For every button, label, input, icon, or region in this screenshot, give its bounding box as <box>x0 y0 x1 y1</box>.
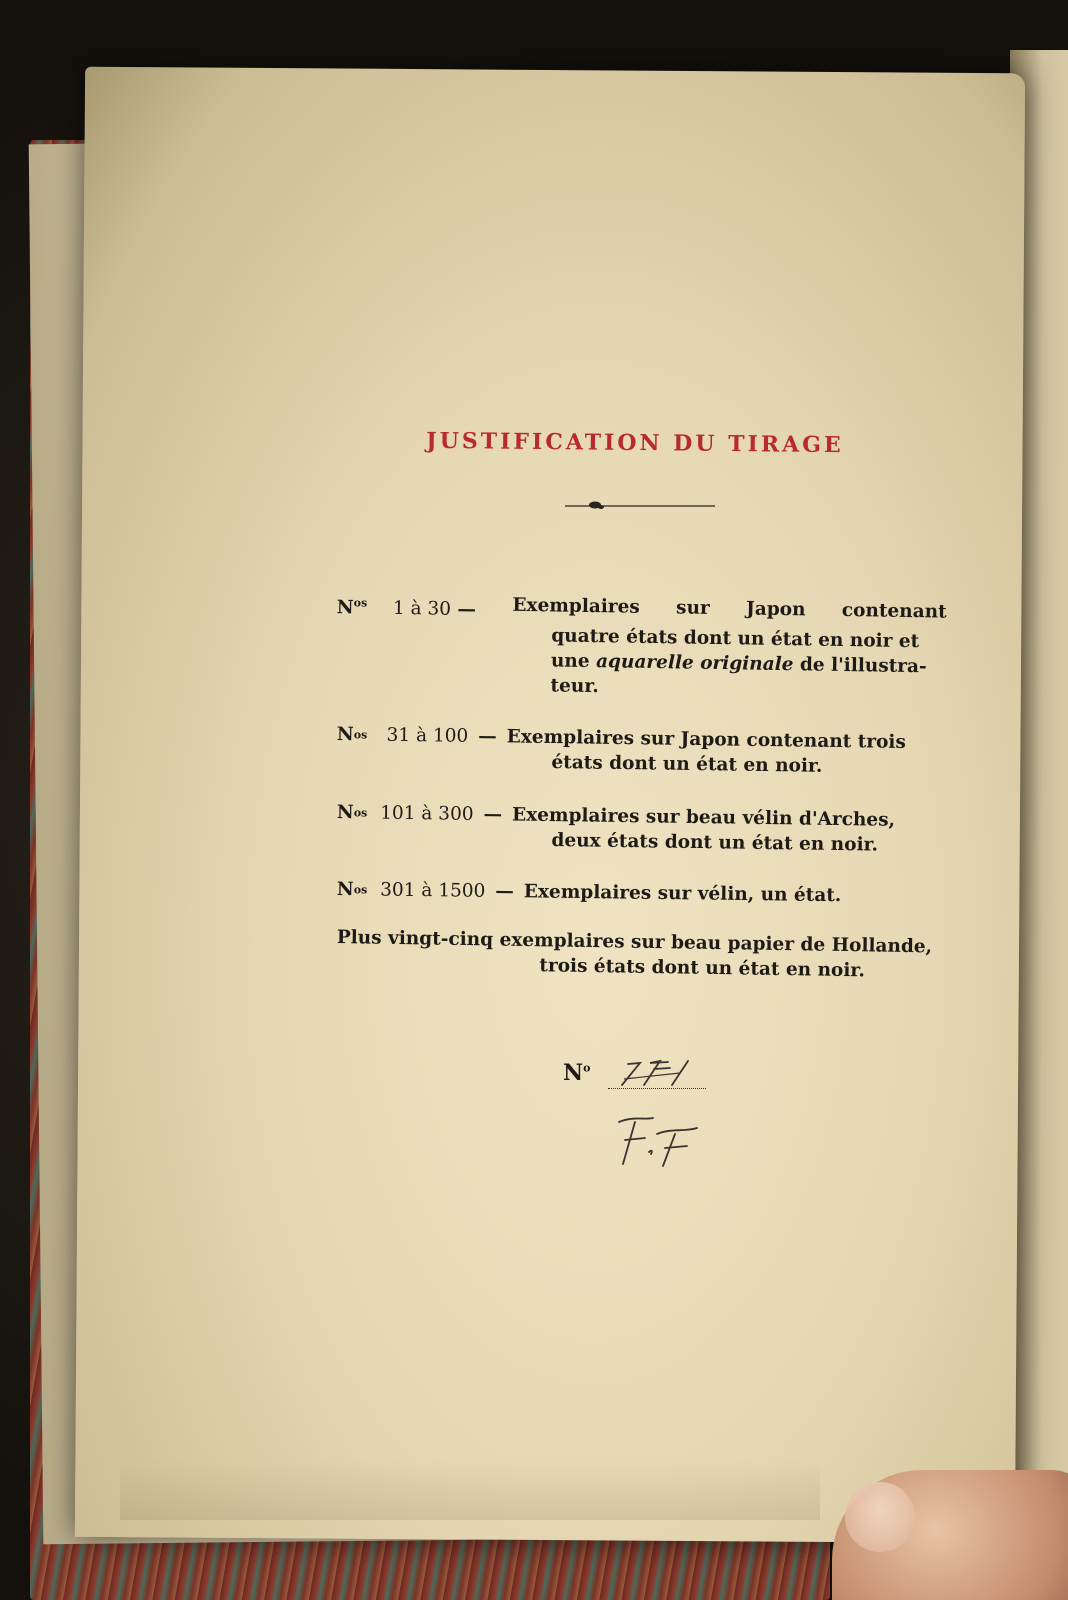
edition-entry-3 <box>336 800 947 859</box>
entry-1-dash: — <box>457 599 477 621</box>
entry-3-sup: os <box>353 806 368 820</box>
entry-1-line-3-pre: une <box>550 650 590 673</box>
entry-1-sup: os <box>353 596 368 610</box>
entry-1-number <box>337 590 477 622</box>
entry-4-range: 301 à 1500 <box>380 879 486 902</box>
extra-line-1: Plus vingt-cinq exemplaires sur beau papier de Hollande, <box>336 926 933 958</box>
entry-2-line-2: états dont un état en noir. <box>551 751 823 777</box>
numero-label: N <box>563 1060 584 1086</box>
entry-1-prefix: N <box>336 597 354 619</box>
entry-1-word: contenant <box>841 599 947 623</box>
entry-2-text: Exemplaires sur Japon contenant trois <box>506 726 906 753</box>
entry-1-italic-text: aquarelle originale <box>595 651 794 676</box>
handwritten-copy-number <box>610 1055 700 1095</box>
entry-1-word: Exemplaires <box>512 594 640 618</box>
entry-2-sup: os <box>353 728 368 742</box>
entry-2-prefix: N <box>336 723 354 746</box>
entry-3-range: 101 à 300 <box>380 802 474 825</box>
entry-1-range: 1 à 30 <box>392 598 452 620</box>
extra-line-2: trois états dont un état en noir. <box>539 955 866 982</box>
entry-3-text: Exemplaires sur beau vélin d'Arches, <box>511 804 896 831</box>
edition-entry-1 <box>335 590 947 705</box>
edition-entry-2 <box>336 722 947 781</box>
entry-1-line-4: teur. <box>550 675 599 698</box>
ornament-rule <box>565 500 715 512</box>
handwritten-signature <box>605 1112 715 1172</box>
page-title: JUSTIFICATION DU TIRAGE <box>426 427 844 459</box>
numero-sup: o <box>583 1061 591 1075</box>
thumbnail-highlight <box>845 1482 915 1552</box>
entry-4-prefix: N <box>336 878 354 901</box>
entry-1-word: sur <box>675 597 710 619</box>
entry-4-first-line <box>337 877 947 909</box>
entry-2-range: 31 à 100 <box>386 724 469 747</box>
entry-1-line-3-post: de l'illustra- <box>799 654 927 678</box>
entry-3-line-2: deux états dont un état en noir. <box>551 829 879 856</box>
entry-2-dash: — <box>478 725 497 748</box>
copy-number-label <box>563 1060 590 1086</box>
extra-copies-note <box>336 925 947 985</box>
entry-1-line-2: quatre états dont un état en noir et <box>551 625 920 653</box>
entry-4-dash: — <box>495 880 514 903</box>
entry-1-word: Japon <box>745 598 806 621</box>
edition-entry-4 <box>337 877 947 909</box>
entry-4-sup: os <box>353 883 368 897</box>
entry-4-text: Exemplaires sur vélin, un état. <box>523 881 842 907</box>
entry-3-prefix: N <box>336 801 354 824</box>
entry-3-dash: — <box>483 804 503 826</box>
